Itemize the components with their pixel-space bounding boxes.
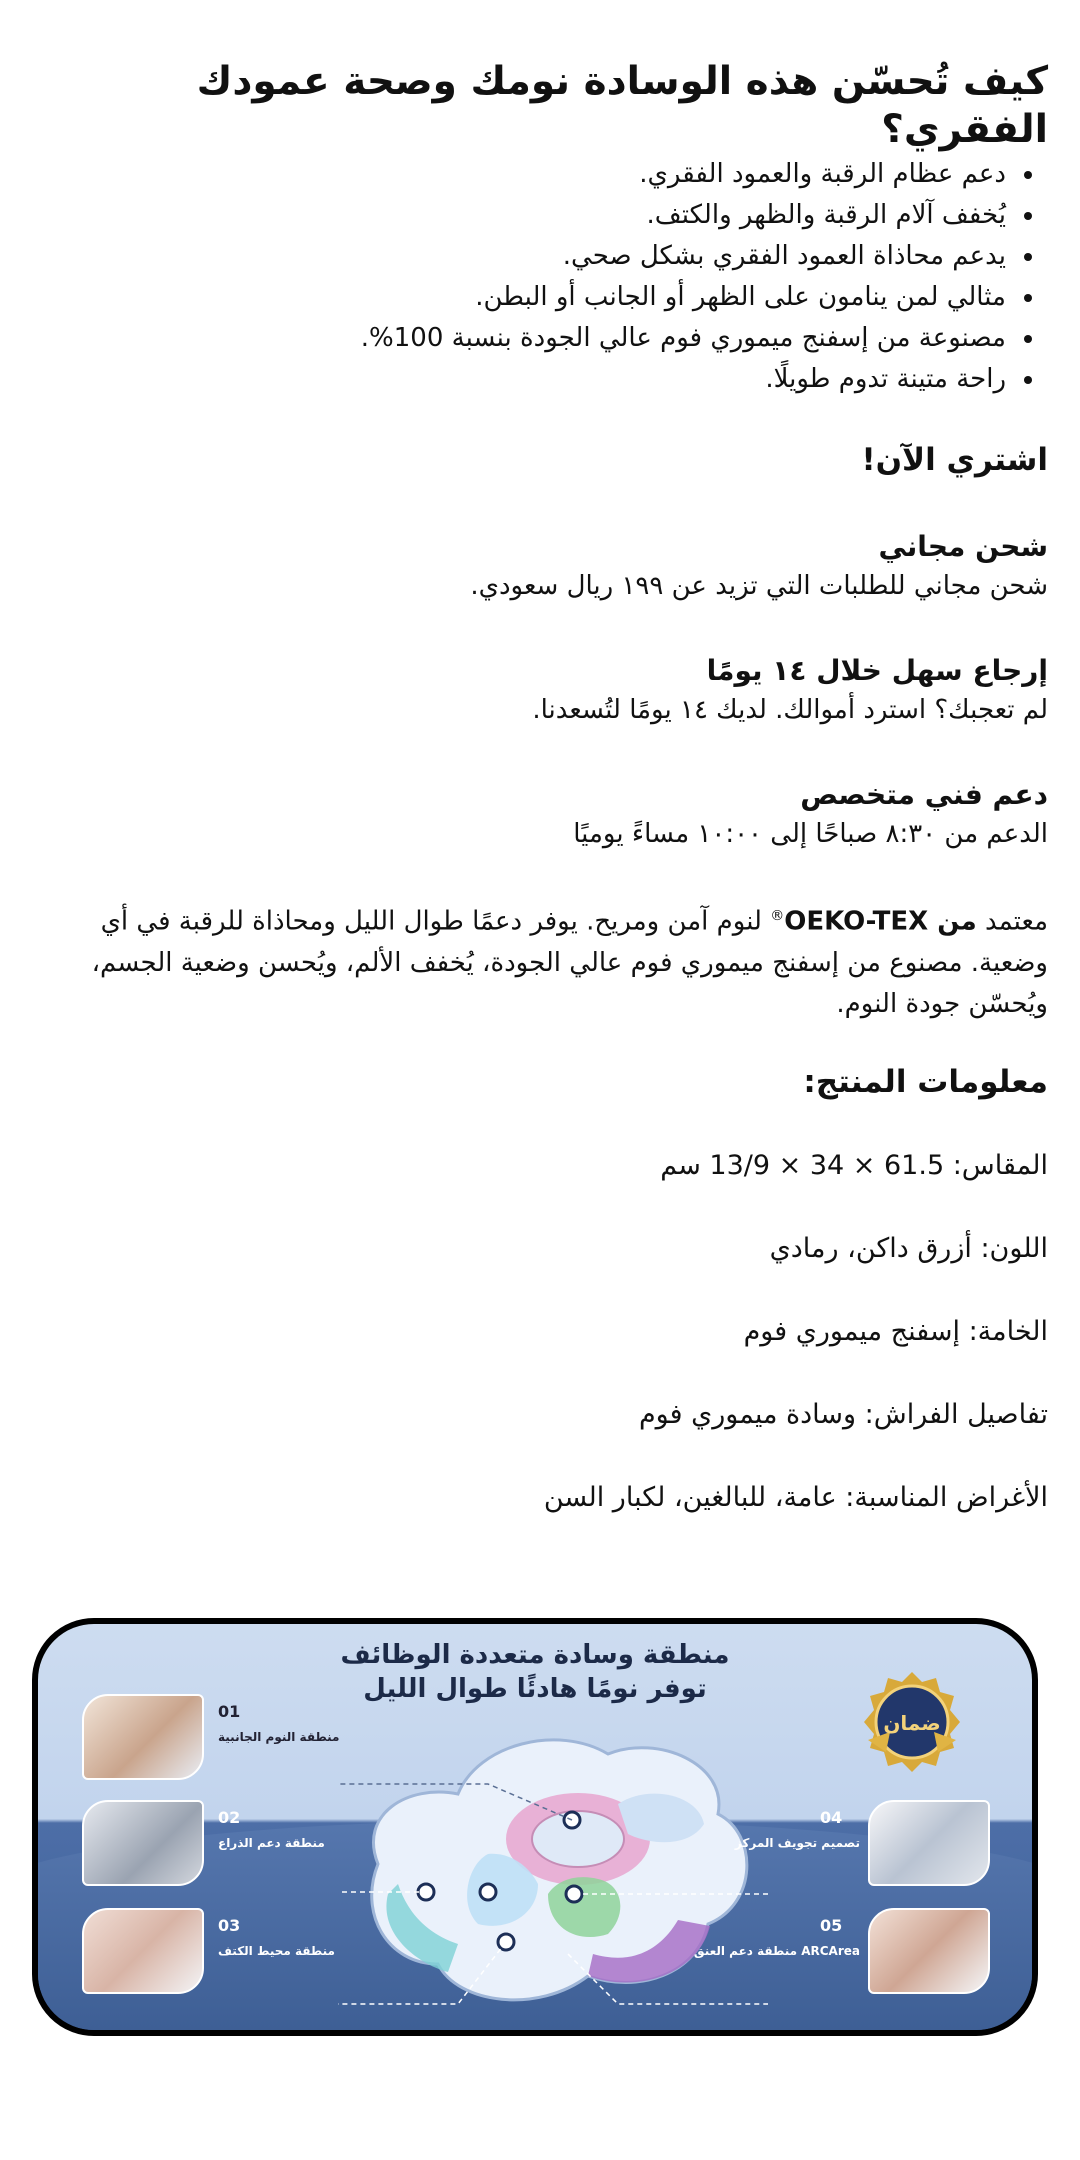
certification-block xyxy=(40,896,1048,1025)
returns-title: إرجاع سهل خلال ١٤ يومًا xyxy=(706,654,1048,687)
info-color: اللون: أزرق داكن، رمادي xyxy=(769,1233,1048,1264)
list-item: • مثالي لمن ينامون على الظهر أو الجانب أو البطن. xyxy=(40,277,1010,318)
list-item: • يُخفف آلام الرقبة والظهر والكتف. xyxy=(40,195,1010,236)
list-item: • مصنوعة من إسفنج ميموري فوم عالي الجودة بنسبة 100%. xyxy=(40,318,1010,359)
buy-now-block xyxy=(40,440,1048,480)
zone-side-sleep xyxy=(82,1694,340,1780)
support-title: دعم فني متخصص xyxy=(800,778,1048,811)
zone-number: 02 xyxy=(218,1808,241,1827)
list-item: • يدعم محاذاة العمود الفقري بشكل صحي. xyxy=(40,236,1010,277)
pillow-illustration xyxy=(338,1714,768,2014)
shipping-text: شحن مجاني للطلبات التي تزيد عن ١٩٩ ريال سعودي. xyxy=(470,571,1048,601)
guarantee-badge-icon xyxy=(860,1670,964,1774)
zone-center-cavity xyxy=(708,1800,988,1886)
certification-prefix: معتمد xyxy=(985,906,1048,937)
info-suitable: الأغراض المناسبة: عامة، للبالغين، لكبار السن xyxy=(543,1482,1048,1513)
zone-label: منطقة دعم الذراع xyxy=(218,1836,325,1850)
info-material: الخامة: إسفنج ميموري فوم xyxy=(743,1316,1048,1347)
arm-support-photo xyxy=(82,1800,204,1886)
banner-title-line1: منطقة وسادة متعددة الوظائف xyxy=(340,1640,730,1670)
support-text: الدعم من ٨:٣٠ صباحًا إلى ١٠:٠٠ مساءً يوميًا xyxy=(573,819,1048,849)
zone-arm-support xyxy=(82,1800,325,1886)
shipping-title: شحن مجاني xyxy=(878,530,1048,563)
certification-text: لنوم آمن ومريح. يوفر دعمًا طوال الليل ومحاذاة للرقبة في أي وضعية. مصنوع من إسفنج ميموري فوم عالي الجودة، يُخفف الألم، ويُحسن وضعية الجسم، ويُحسّن جودة النوم. xyxy=(91,906,1048,1019)
zone-label: تصميم تجويف المركز xyxy=(734,1836,860,1850)
support-block xyxy=(40,776,1048,855)
registered-mark: ® xyxy=(770,908,785,924)
list-item: • دعم عظام الرقبة والعمود الفقري. xyxy=(40,154,1010,195)
returns-text: لم تعجبك؟ استرد أموالك. لديك ١٤ يومًا لتُسعدنا. xyxy=(532,695,1048,725)
product-info-title: معلومات المنتج: xyxy=(803,1064,1048,1100)
zone-number: 05 xyxy=(820,1916,843,1935)
zone-label: منطقة النوم الجانبية xyxy=(218,1730,340,1744)
benefits-block xyxy=(40,154,1048,400)
zone-number: 04 xyxy=(820,1808,843,1827)
zone-label: منطقة محيط الكتف xyxy=(218,1944,335,1958)
certification-paragraph xyxy=(40,896,1048,1025)
shoulder-contour-photo xyxy=(82,1908,204,1994)
product-banner-image xyxy=(32,1618,1038,2036)
info-size: المقاس: 61.5 × 34 × 13/9 سم xyxy=(660,1150,1048,1181)
benefits-heading-block xyxy=(40,58,1048,154)
zone-shoulder-contour xyxy=(82,1908,335,1994)
page-title: كيف تُحسّن هذه الوسادة نومك وصحة عمودك الفقري؟ xyxy=(196,59,1048,152)
neck-support-photo xyxy=(868,1908,990,1994)
product-info-block xyxy=(40,1062,1048,1102)
benefits-list xyxy=(40,154,1048,400)
shipping-block xyxy=(40,528,1048,607)
oeko-tex-brand: من OEKO-TEX xyxy=(784,906,977,937)
side-sleep-photo xyxy=(82,1694,204,1780)
zone-neck-support xyxy=(693,1908,988,1994)
banner-title-line2: توفر نومًا هادئًا طوال الليل xyxy=(363,1674,707,1704)
returns-block xyxy=(40,652,1048,731)
list-item: • راحة متينة تدوم طويلًا. xyxy=(40,359,1010,400)
zone-number: 01 xyxy=(218,1702,241,1721)
badge-text: ضمان xyxy=(883,1711,941,1735)
info-bedding: تفاصيل الفراش: وسادة ميموري فوم xyxy=(638,1399,1048,1430)
center-cavity-photo xyxy=(868,1800,990,1886)
buy-now-heading: اشتري الآن! xyxy=(861,442,1048,478)
zone-label: ARCArea منطقة دعم العنق xyxy=(693,1944,860,1958)
zone-number: 03 xyxy=(218,1916,241,1935)
